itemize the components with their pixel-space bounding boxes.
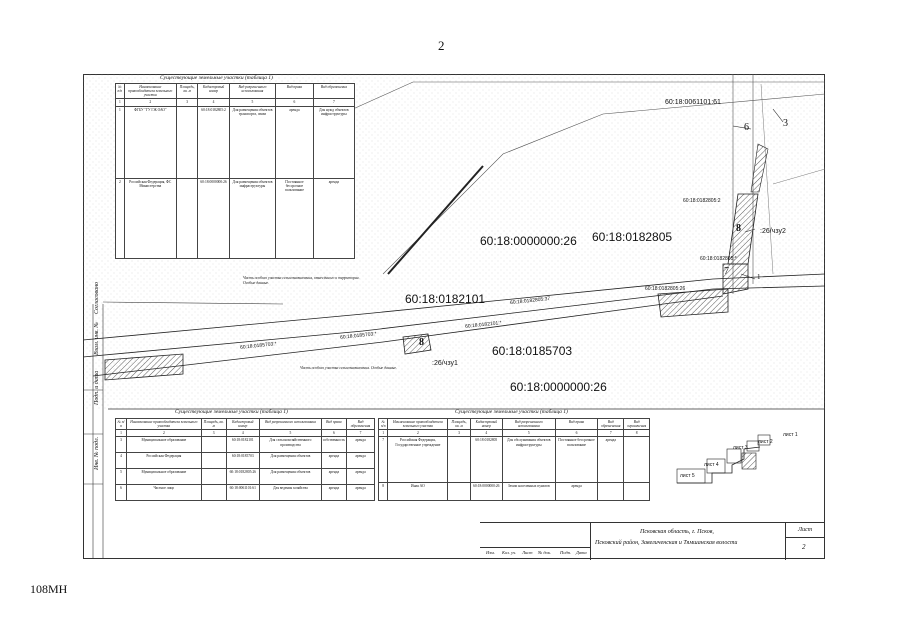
table-cell: 7 <box>313 99 354 106</box>
table-header: Вид обременения <box>598 419 624 430</box>
table-cell: Для размещения объектов транспорта, связи <box>229 106 275 178</box>
table-cell: аренда <box>347 469 375 485</box>
map-note: Часть особого участка сельхозназначения, отнесённого к территории. Особые данные. <box>243 276 360 285</box>
table-cell: аренда <box>347 453 375 469</box>
map-callout: 1 <box>757 273 761 281</box>
map-note: Часть особого участка сельхозназначения. Особые данные. <box>300 366 397 370</box>
table-cell: 5 <box>116 469 127 485</box>
table-cell: 1 <box>116 106 125 178</box>
table-cell <box>176 178 197 258</box>
table-cell: аренда <box>598 437 624 483</box>
table-cell: 6 <box>321 430 346 437</box>
table-cell: аренда <box>321 469 346 485</box>
side-label-inventory: Инв. № подл. <box>94 436 100 470</box>
table-cell: Для сельскохозяйственного производства <box>260 437 322 453</box>
table-cell: Муниципальное образование <box>126 437 201 453</box>
table-cell: 8 <box>624 430 650 437</box>
bottom-code: 108МН <box>30 582 68 596</box>
map-small-label: 60:18:0182805:* <box>700 256 737 262</box>
table-cell: 4 <box>116 453 127 469</box>
map-callout: 8 <box>419 337 424 348</box>
table-header: Наименование правообладателя земельного участка <box>388 419 448 430</box>
table-top-title: Существующие земельные участки (таблица 1) <box>160 75 273 81</box>
table-row <box>116 106 355 178</box>
table-top <box>115 83 355 259</box>
table-header: Площадь, кв. м <box>201 419 226 430</box>
map-small-label: 60:18:0182805:37 <box>509 295 551 307</box>
table-cell: Постоянное бессрочное пользование <box>555 437 598 483</box>
table-cell: 3 <box>201 430 226 437</box>
table-cell: 4 <box>226 430 260 437</box>
table-header: Вид ограничения <box>624 419 650 430</box>
table-header: Вид обременения <box>313 84 354 99</box>
table-cell: аренда <box>347 485 375 501</box>
map-small-label: :26/чзу2 <box>760 228 786 235</box>
table-header: Площадь, кв. м <box>448 419 470 430</box>
table-cell: 7 <box>379 437 388 483</box>
table-header: № п/п <box>379 419 388 430</box>
table-cell <box>624 483 650 501</box>
table-header: Наименование правообладателя земельного участка <box>126 419 201 430</box>
table-bottom-right-title: Существующие земельные участки (таблица 1) <box>455 409 568 415</box>
map-callout: 3 <box>783 118 788 129</box>
table-row <box>116 453 375 469</box>
table-row <box>379 437 650 483</box>
table-cell: аренда <box>313 178 354 258</box>
table-cell: Частное лицо <box>126 485 201 501</box>
map-small-label: 60:18:0182805:2 <box>683 198 721 204</box>
table-cell: Для размещения объектов <box>260 453 322 469</box>
table-header: № п/п <box>117 420 125 429</box>
table-cell: 60:18:0182805 <box>470 437 502 483</box>
table-cell: 1 <box>116 99 125 106</box>
table-header: Вид права <box>555 419 598 430</box>
table-cell: 7 <box>347 430 375 437</box>
stamp-col: Подп. <box>560 550 572 555</box>
table-cell <box>598 483 624 501</box>
stamp-location-line2: Псковский район, Завеличенская и Тямшанская волости <box>595 540 738 546</box>
table-cell: 6 <box>555 430 598 437</box>
table-cell: 3 <box>116 437 127 453</box>
table-cell <box>176 106 197 178</box>
parcel-label: 60:18:0061101:61 <box>665 99 721 106</box>
table-row <box>379 483 650 501</box>
table-cell <box>448 437 470 483</box>
table-cell: 3 <box>448 430 470 437</box>
map-callout: 6 <box>744 122 749 133</box>
table-cell: 2 <box>388 430 448 437</box>
table-cell: 4 <box>198 99 229 106</box>
table-header: Вид разрешенного использования <box>260 419 322 430</box>
table-cell: 1 <box>379 430 388 437</box>
table-cell: 5 <box>502 430 555 437</box>
table-row <box>116 178 355 258</box>
table-bottom-left <box>115 418 375 501</box>
table-header: Кадастровый номер <box>470 419 502 430</box>
sheet-key-label: лист 5 <box>680 473 695 479</box>
table-header: Наименование правообладателя земельного участка <box>124 84 176 99</box>
sheet-key-label: лист 4 <box>704 462 719 468</box>
table-header: Вид права <box>276 84 314 99</box>
table-cell: 5 <box>260 430 322 437</box>
table-cell: 2 <box>124 99 176 106</box>
table-cell <box>448 483 470 501</box>
table-cell: Российская Федерация, ФС Министерства <box>124 178 176 258</box>
sheet-key-label: лист 2 <box>758 439 773 445</box>
table-header: Вид разрешенного использования <box>229 84 275 99</box>
parcel-label: 60:18:0000000:26 <box>480 234 577 248</box>
side-label-replaces: Взам. инв. № <box>94 321 100 355</box>
table-cell: Постоянное бессрочное пользование <box>276 178 314 258</box>
stamp-sheet-label: Лист <box>798 527 813 533</box>
table-bottom-right <box>378 418 650 501</box>
side-label-signature: Подп. и дата <box>94 370 100 405</box>
table-cell: Для нужд объектов инфраструктуры <box>313 106 354 178</box>
table-row <box>116 437 375 453</box>
sheet-key-label: лист 3 <box>733 445 748 451</box>
table-cell: Муниципальное образование <box>126 469 201 485</box>
table-cell: аренда <box>321 453 346 469</box>
parcel-label: 60:18:0185703 <box>492 344 573 358</box>
table-cell: Земли населенных пунктов <box>502 483 555 501</box>
table-cell: 1 <box>116 430 127 437</box>
map-small-label: 60:18:0182101:* <box>464 320 502 330</box>
stamp-col: Лист <box>522 550 533 555</box>
table-cell: 4 <box>470 430 502 437</box>
table-row <box>116 469 375 485</box>
map-small-label: 60:18:0182805:26 <box>645 286 686 292</box>
table-header: № п/п <box>116 84 125 99</box>
table-cell <box>201 453 226 469</box>
table-cell: 60:18:0182805:26 <box>226 469 260 485</box>
table-cell: 2 <box>116 178 125 258</box>
table-cell <box>201 469 226 485</box>
table-row <box>116 485 375 501</box>
table-cell: Для ведения хозяйства <box>260 485 322 501</box>
parcel-label: 60:18:0182101 <box>405 292 486 306</box>
table-cell: 6 <box>276 99 314 106</box>
table-header: Вид обременения <box>347 419 375 430</box>
table-cell: 60:18:0185703 <box>226 453 260 469</box>
table-cell: аренда <box>347 437 375 453</box>
table-header: Вид разрешенного использования <box>502 419 555 430</box>
page-number: 2 <box>438 38 445 53</box>
stamp-col: Дата <box>576 550 587 555</box>
table-cell: аренда <box>321 485 346 501</box>
table-cell <box>624 437 650 483</box>
stamp-col: Изм. <box>486 550 495 555</box>
table-cell: Российская Федерация, Государственное учреждение <box>388 437 448 483</box>
parcel-label: 60:18:0000000:26 <box>510 380 607 394</box>
table-cell: Для обслуживания объектов инфраструктуры <box>502 437 555 483</box>
map-small-label: :26/чзу1 <box>432 360 458 367</box>
side-label-agreed: Согласовано <box>94 281 100 314</box>
table-cell: 5 <box>229 99 275 106</box>
table-header: Кадастровый номер <box>198 84 229 99</box>
table-cell <box>201 437 226 453</box>
stamp-col: Кол. уч. <box>502 550 517 555</box>
table-cell: собственность <box>321 437 346 453</box>
table-cell: аренда <box>276 106 314 178</box>
table-bottom-left-title: Существующие земельные участки (таблица 1) <box>175 409 288 415</box>
table-cell: 60:18:0000000:26 <box>198 178 229 258</box>
table-header: Площадь, кв. м <box>176 84 197 99</box>
table-cell: 6 <box>116 485 127 501</box>
title-stamp <box>480 522 825 560</box>
table-cell: Иная АО <box>388 483 448 501</box>
sheet-key-label: лист 1 <box>783 432 798 438</box>
parcel-label: 60:18:0182805 <box>592 230 673 244</box>
table-cell: 2 <box>126 430 201 437</box>
table-cell: 60:18:0000000:26 <box>470 483 502 501</box>
table-header: Кадастровый номер <box>226 419 260 430</box>
table-cell <box>201 485 226 501</box>
table-cell: 7 <box>598 430 624 437</box>
sheets-key-diagram <box>672 425 782 495</box>
table-cell: Российская Федерация <box>126 453 201 469</box>
stamp-location-line1: Псковская область, г. Псков, <box>640 529 714 535</box>
map-callout: 8 <box>736 223 741 234</box>
table-cell: 8 <box>379 483 388 501</box>
map-callout: 7 <box>724 266 729 277</box>
table-cell: 60:18:0182101 <box>226 437 260 453</box>
table-cell: 3 <box>176 99 197 106</box>
table-cell: аренда <box>555 483 598 501</box>
table-cell: 60:18:0182805:2 <box>198 106 229 178</box>
table-cell: Для размещения объектов <box>260 469 322 485</box>
table-cell: 60:18:0061101:61 <box>226 485 260 501</box>
stamp-sheet-number: 2 <box>802 543 806 551</box>
table-header: Вид права <box>321 419 346 430</box>
table-cell: ФГБУ "ГУ ГЖ ОАО" <box>124 106 176 178</box>
stamp-col: № док. <box>538 550 552 555</box>
table-cell: Для размещения объектов инфраструктуры <box>229 178 275 258</box>
map-small-label: 60:18:0185703:* <box>239 341 277 351</box>
map-small-label: 60:18:0185703:* <box>339 331 377 341</box>
